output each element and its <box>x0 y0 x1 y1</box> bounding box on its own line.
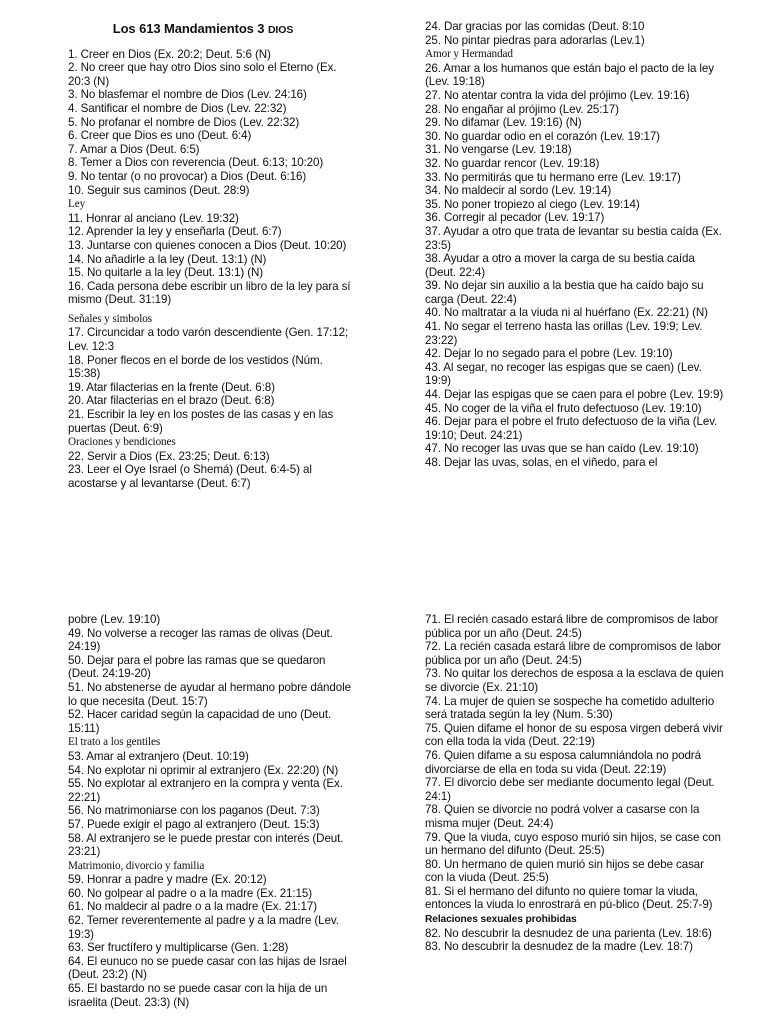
commandment-item: 1. Creer en Dios (Ex. 20:2; Deut. 5:6 (N) <box>68 47 271 61</box>
commandments-list-amor <box>425 62 725 470</box>
commandment-item: 32. No guardar rencor (Lev. 19:18) <box>425 156 600 170</box>
commandment-item: 20. Atar filacterias en el brazo (Deut. 6:8) <box>68 394 275 408</box>
commandment-item: 28. No engañar al prójimo (Lev. 25:17) <box>425 102 619 116</box>
commandment-item: 60. No golpear al padre o a la madre (Ex. 21:15) <box>68 886 312 900</box>
section-heading-matrimonio: Matrimonio, divorcio y familia <box>68 859 205 872</box>
commandments-list-trato <box>68 750 358 859</box>
title-main: Los 613 Mandamientos 3 <box>112 21 265 36</box>
commandment-item: 44. Dejar las espigas que se caen para el pobre (Lev. 19:9) <box>425 388 724 402</box>
commandment-item: 16. Cada persona debe escribir un libro de la ley para sí mismo (Deut. 31:19) <box>68 279 351 307</box>
commandment-item: 22. Servir a Dios (Ex. 23:25; Deut. 6:13) <box>68 449 270 463</box>
section-heading-amor: Amor y Hermandad <box>425 48 513 61</box>
commandment-item: 54. No explotar ni oprimir al extranjero (Ex. 22:20) (N) <box>68 763 339 777</box>
commandment-item: 79. Que la viuda, cuyo esposo murió sin hijos, se case con un hermano del difunto (Deut. 25:5) <box>425 830 721 858</box>
commandment-item: 25. No pintar piedras para adorarlas (Lev.1) <box>425 33 645 47</box>
commandment-item: 3. No blasfemar el nombre de Dios (Lev. 24:16) <box>68 88 307 102</box>
commandments-list-relaciones <box>425 927 725 954</box>
column-2 <box>425 20 725 470</box>
commandment-item: 13. Juntarse con quienes conocen a Dios (Deut. 10:20) <box>68 238 347 252</box>
commandment-item: 55. No explotar al extranjero en la compra y venta (Ex. 22:21) <box>68 777 343 804</box>
commandment-item: 37. Ayudar a otro que trata de levantar su bestia caída (Ex. 23:5) <box>425 224 722 252</box>
commandment-item: 81. Si el hermano del difunto no quiere tomar la viuda, entonces la viuda lo enrostrará en pú-blico (Deut. 25:7-9) <box>425 884 713 912</box>
commandment-item: pobre (Lev. 19:10) <box>68 613 161 626</box>
section-heading-ley: Ley <box>68 198 86 211</box>
commandment-item: 12. Aprender la ley y enseñarla (Deut. 6:7) <box>68 225 282 239</box>
commandment-item: 74. La mujer de quien se sospeche ha cometido adulterio será tratada según la ley (Num. 5:30) <box>425 694 715 722</box>
commandment-item: 6. Creer que Dios es uno (Deut. 6:4) <box>68 129 252 143</box>
commandments-list-divorcio <box>425 613 725 912</box>
commandment-item: 77. El divorcio debe ser mediante documento legal (Deut. 24:1) <box>425 776 715 803</box>
commandment-item: 18. Poner flecos en el borde de los vestidos (Núm. 15:38) <box>68 353 323 381</box>
commandments-list-matrimonio <box>68 873 358 1009</box>
commandment-item: 50. Dejar para el pobre las ramas que se quedaron (Deut. 24:19-20) <box>68 653 326 681</box>
commandment-item: 19. Atar filacterias en la frente (Deut. 6:8) <box>68 380 275 394</box>
commandments-list-god <box>68 48 358 198</box>
page-title <box>68 22 358 38</box>
commandment-item: 52. Hacer caridad según la capacidad de uno (Deut. 15:11) <box>68 708 332 735</box>
title-suffix: DIOS <box>267 24 294 36</box>
commandments-list-senales <box>68 326 358 435</box>
commandment-item: 10. Seguir sus caminos (Deut. 28:9) <box>68 183 250 197</box>
commandment-item: 7. Amar a Dios (Deut. 6:5) <box>68 142 200 156</box>
commandment-item: 5. No profanar el nombre de Dios (Lev. 22:32) <box>68 115 300 129</box>
commandment-item: 14. No añadirle a la ley (Deut. 13:1) (N) <box>68 252 267 266</box>
commandment-item: 80. Un hermano de quien murió sin hijos se debe casar con la viuda (Deut. 25:5) <box>425 857 704 885</box>
commandment-item: 24. Dar gracias por las comidas (Deut. 8:10 <box>425 20 645 33</box>
commandment-item: 35. No poner tropiezo al ciego (Lev. 19:14) <box>425 197 640 211</box>
commandment-item: 26. Amar a los humanos que están bajo el pacto de la ley (Lev. 19:18) <box>425 61 714 89</box>
commandment-item: 59. Honrar a padre y madre (Ex. 20:12) <box>68 873 267 887</box>
commandments-list-oraciones <box>68 450 358 491</box>
commandment-item: 73. No quitar los derechos de esposa a la esclava de quien se divorcie (Ex. 21:10) <box>425 667 724 694</box>
section-heading-oraciones: Oraciones y bendiciones <box>68 436 176 449</box>
commandment-item: 61. No maldecir al padre o a la madre (Ex. 21:17) <box>68 900 318 914</box>
commandment-item: 51. No abstenerse de ayudar al hermano pobre dándole lo que necesita (Deut. 15:7) <box>68 680 351 708</box>
commandment-item: 48. Dejar las uvas, solas, en el viñedo, para el <box>425 456 658 469</box>
commandment-item: 27. No atentar contra la vida del prójimo (Lev. 19:16) <box>425 88 690 102</box>
commandment-item: 34. No maldecir al sordo (Lev. 19:14) <box>425 184 612 198</box>
commandment-item: 40. No maltratar a la viuda ni al huérfano (Ex. 22:21) (N) <box>425 306 708 320</box>
commandment-item: 57. Puede exigir el pago al extranjero (Deut. 15:3) <box>68 817 320 831</box>
commandments-list-ley <box>68 212 358 307</box>
section-heading-senales: Señales y simbolos <box>68 312 152 325</box>
commandment-item: 47. No recoger las uvas que se han caído (Lev. 19:10) <box>425 442 699 456</box>
commandment-item: 53. Amar al extranjero (Deut. 10:19) <box>68 749 249 763</box>
commandment-item: 76. Quien difame a su esposa calumniándola no podrá divorciarse de ella en toda su vida (Deut. 22:19) <box>425 748 701 776</box>
commandment-item: 29. No difamar (Lev. 19:16) (N) <box>425 116 582 130</box>
column-1 <box>68 22 358 491</box>
commandment-item: 42. Dejar lo no segado para el pobre (Lev. 19:10) <box>425 347 673 361</box>
commandment-item: 78. Quien se divorcie no podrá volver a casarse con la misma mujer (Deut. 24:4) <box>425 803 700 830</box>
commandment-item: 65. El bastardo no se puede casar con la hija de un israelita (Deut. 23:3) (N) <box>68 982 328 1009</box>
commandment-item: 39. No dejar sin auxilio a la bestia que ha caído bajo su carga (Deut. 22:4) <box>425 279 704 306</box>
commandment-item: 64. El eunuco no se puede casar con las hijas de Israel (Deut. 23:2) (N) <box>68 954 347 982</box>
commandment-item: 56. No matrimoniarse con los paganos (Deut. 7:3) <box>68 804 320 818</box>
section-heading-trato: El trato a los gentiles <box>68 736 161 749</box>
commandment-item: 49. No volverse a recoger las ramas de olivas (Deut. 24:19) <box>68 626 333 654</box>
column-4 <box>425 613 725 954</box>
commandment-item: 71. El recién casado estará libre de compromisos de labor pública por un año (Deut. 24:5) <box>425 613 719 640</box>
commandment-item: 17. Circuncidar a todo varón descendiente (Gen. 17:12; Lev. 12:3 <box>68 326 349 354</box>
column-3 <box>68 613 358 1009</box>
commandment-item: 33. No permitirás que tu hermano erre (Lev. 19:17) <box>425 170 681 184</box>
commandment-item: 31. No vengarse (Lev. 19:18) <box>425 143 572 157</box>
commandment-item: 41. No segar el terreno hasta las orillas (Lev. 19:9; Lev. 23:22) <box>425 320 703 347</box>
commandment-item: 2. No creer que hay otro Dios sino solo el Eterno (Ex. 20:3 (N) <box>68 61 337 88</box>
commandment-item: 83. No descubrir la desnudez de la madre (Lev. 18:7) <box>425 940 693 954</box>
commandment-item: 58. Al extranjero se le puede prestar con interés (Deut. 23:21) <box>68 831 344 859</box>
commandment-item: 30. No guardar odio en el corazón (Lev. 19:17) <box>425 129 660 143</box>
commandment-item: 23. Leer el Oye Israel (o Shemá) (Deut. 6:4-5) al acostarse y al levantarse (Deut. 6:7) <box>68 463 312 490</box>
commandments-list-continued <box>425 20 725 47</box>
commandment-item: 46. Dejar para el pobre el fruto defectuoso de la viña (Lev. 19:10; Deut. 24:21) <box>425 415 718 442</box>
commandment-item: 63. Ser fructífero y multiplicarse (Gen. 1:28) <box>68 941 289 955</box>
commandment-item: 15. No quitarle a la ley (Deut. 13:1) (N) <box>68 266 264 280</box>
commandment-item: 45. No coger de la viña el fruto defectuoso (Lev. 19:10) <box>425 401 702 415</box>
section-heading-relaciones: Relaciones sexuales prohibidas <box>425 914 577 926</box>
commandment-item: 72. La recién casada estará libre de compromisos de labor pública por un año (Deut. 24:5) <box>425 640 721 667</box>
commandment-item: 21. Escribir la ley en los postes de las casas y en las puertas (Deut. 6:9) <box>68 408 334 435</box>
commandment-item: 75. Quien difame el honor de su esposa virgen deberá vivir con ella toda la vida (Deut. 22:19) <box>425 721 723 749</box>
commandment-item: 4. Santificar el nombre de Dios (Lev. 22:32) <box>68 101 287 115</box>
commandment-item: 36. Corregir al pecador (Lev. 19:17) <box>425 211 605 225</box>
commandment-item: 9. No tentar (o no provocar) a Dios (Deut. 6:16) <box>68 169 307 183</box>
commandments-list-pobre <box>68 613 358 735</box>
commandment-item: 43. Al segar, no recoger las espigas que se caen) (Lev. 19:9) <box>425 360 702 388</box>
commandment-item: 11. Honrar al anciano (Lev. 19:32) <box>68 211 239 225</box>
commandment-item: 38. Ayudar a otro a mover la carga de su bestia caída (Deut. 22:4) <box>425 252 695 279</box>
commandment-item: 82. No descubrir la desnudez de una parienta (Lev. 18:6) <box>425 926 712 940</box>
commandment-item: 62. Temer reverentemente al padre y a la madre (Lev. 19:3) <box>68 914 339 941</box>
commandment-item: 8. Temer a Dios con reverencia (Deut. 6:13; 10:20) <box>68 156 324 170</box>
